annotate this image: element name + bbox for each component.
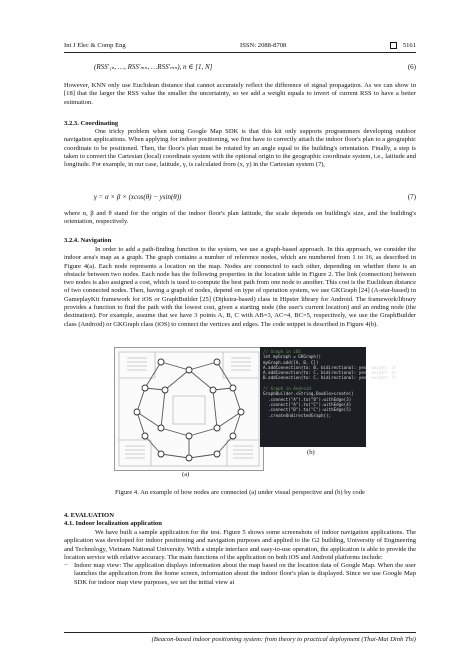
bullet-marker: − [64, 562, 68, 570]
section-evaluation: 4. EVALUATION [64, 512, 114, 519]
equation-6-number: (6) [407, 63, 416, 71]
graph-node [230, 433, 236, 439]
issn: ISSN: 2088-8708 [240, 42, 287, 49]
graph-node [158, 359, 164, 365]
section-coordinating: 3.2.3. Coordinating [64, 120, 119, 127]
graph-node [134, 409, 140, 415]
section-navigation: 3.2.4. Navigation [64, 237, 112, 244]
paragraph-where [64, 210, 416, 227]
equation-7 [64, 193, 416, 203]
graph-node [158, 451, 164, 457]
code-line: .createUndirectedGraph(); [263, 412, 332, 418]
figure-label-b: (b) [307, 449, 315, 456]
section-indoor-localization: 4.1. Indoor localization application [64, 520, 162, 527]
graph-node [186, 455, 192, 461]
code-line: .connect("B").to("C").withEdge(5) [263, 407, 352, 413]
paragraph-knn-text: However, KNN only use Euclidean distance that cannot accurately reflect the difference of signal propagation. As we can show in [18] that the larger the RSS value the smaller the uncertainty, so we add a weight equals to invert of current RSS to have a better estimation. [64, 82, 416, 106]
graph-node [230, 385, 236, 391]
code-line: B.addConnection(to: C, bidirectional: yes, weight: 5) [263, 375, 397, 381]
code-line: // Graph in iOS [263, 349, 301, 354]
graph-node [214, 359, 220, 365]
paragraph-navigation [64, 246, 416, 329]
header-rule [64, 52, 416, 53]
graph-node [142, 433, 148, 439]
code-line: .connect("A").to("B").withEdge(3) [263, 396, 352, 402]
figure-4-caption: Figure 4. An example of how nodes are connected (a) under visual perspective and (b) by code [115, 489, 365, 496]
graph-node [214, 425, 220, 431]
equation-7-expression: γ = α × β × (xcos(θ) − ysin(θ)) [94, 193, 182, 201]
graph-node [238, 409, 244, 415]
journal-name: Int J Elec & Comp Eng [64, 42, 126, 49]
footer-rule [64, 632, 416, 633]
code-line: let myGraph = GKGraph() [263, 354, 321, 360]
paragraph-navigation-text: In order to add a path-finding function to the system, we use a graph-based approach. In this approach, we consider the indoor area's map as a graph. The graph contains a number of reference nodes, which are numbered from 1 to 16, as described in Figure 4(a). Each node represents a location on the map. Nodes are connected to each other, depending on whether there is an obstacle between two nodes. Each node has the following properties in the location table in Figure 2. The link (connection) between two nodes is also assigned a cost, which is used to compute the best path from one node to another. This cost is the Euclidean distance of two connected nodes. Then, having a graph of nodes, depend on type of operation system, we use GKGraph [24] (A-star-based) in GameplayKit framework for iOS or GraphBuilder [25] (Dijkstra-based) class in Hipster library for Android. The framework/library provides a function to find the path with the lowest cost, given a starting node (the user's current location) and an ending node (the destination). For example, assume that we have 3 points A, B, C with AB=3, AC=4, BC=5, respectively, we use the GraphBuilder class (Android) or GKGraph class (iOS) to connect the vertices and edges. The code snippet is described in Figure 4(b). [64, 246, 416, 328]
equation-6-expression: (RSS′₁ₙ, …, RSS′ₘₙ, …RSS′ₘₙ), n ∈ [1, N] [94, 63, 213, 71]
page-number: 5161 [402, 42, 416, 49]
code-line: // Graph in Android [263, 386, 311, 392]
code-line: GraphBuilder.<String,Double>create() [263, 391, 354, 397]
floor-plan-graph [115, 348, 263, 470]
graph-node [210, 387, 216, 393]
graph-node [158, 425, 164, 431]
graph-node [214, 451, 220, 457]
equation-6 [64, 63, 416, 73]
page-footer: (Beacon-based indoor positioning system: from theory to practical deployment (Thai-Mai Dinh Thi) [151, 636, 416, 643]
figure-4a-node-graph [114, 347, 264, 471]
code-line: .connect("A").to("C").withEdge(4) [263, 401, 352, 407]
paragraph-evaluation-text: We have built a sample application for the test. Figure 5 shows some screenshots of indoor navigation applications. The application was developed for indoor positioning and navigation purposes and applied to the G2 building, University of Engineering and Technology, Vietnam National University. With a simple interface and easy-to-use operation, the application is able to provide the location service with relative accuracy. The main functions of the application on both iOS and Android platforms include: [64, 529, 416, 561]
equation-7-number: (7) [407, 193, 416, 201]
graph-node [186, 433, 192, 439]
figure-label-a: (a) [182, 471, 190, 478]
figure-4 [114, 347, 397, 478]
code-line: myGraph.add([A, B, C]) [263, 359, 319, 365]
code-block [260, 347, 397, 418]
bullet-text: Indoor map view: The application displays information about the map based on the location data of Google Map. When the user launches the application from the home screen, information about the indoor floor's plan is displayed. Since we use Google Map SDK for indoor map view purposes, we set the initial view at [74, 562, 416, 586]
figure-4b-code-snippet [260, 347, 397, 447]
paragraph-knn [64, 82, 416, 107]
paragraph-evaluation [64, 529, 416, 587]
square-box-icon [390, 42, 397, 49]
header-right [390, 42, 416, 49]
paragraph-coordinating [64, 128, 416, 169]
bullet-item-indoor-map-view [64, 562, 416, 587]
code-line: A.addConnection(to: C, bidirectional: yes, weight: 4) [263, 370, 397, 376]
paragraph-where-text: where α, β and θ stand for the origin of the indoor floor's plan latitude, the scale depends on building's size, and the building's orientation, respectively. [64, 210, 416, 226]
graph-node [142, 385, 148, 391]
graph-node [186, 367, 192, 373]
code-line: A.addConnection(to: B, bidirectional: yes, weight: 3) [263, 364, 397, 370]
paragraph-coordinating-text: One tricky problem when using Google Map SDK is that this kit only supports programmers developing outdoor navigation applications. When applying for indoor positioning, we first have to correctly attach the indoor floor's plan to a geographic coordinate to be positioned. Then, the floor's plan must be rotated by an angle equal to the building's orientation. Finally, a step is taken to convert the Cartesian (local) coordinate system with the optional origin to the geographic coordinate system, i.e., latitude and longitude. For example, in our case, latitude, γ, is calculated from (x, y) in the Cartesian system (7), [64, 128, 416, 169]
graph-node [162, 387, 168, 393]
